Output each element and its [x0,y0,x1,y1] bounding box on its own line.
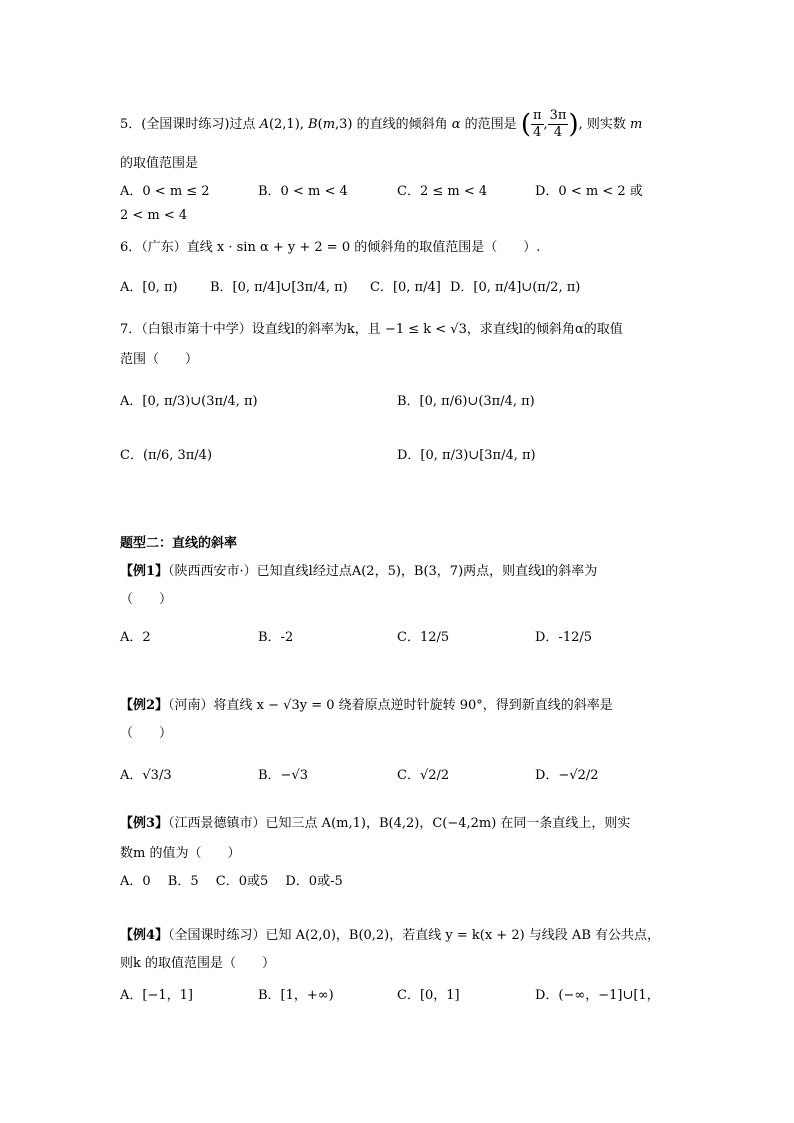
ex2-option-c: C．√2/2 [397,768,450,783]
ex4-option-d: D．(−∞，−1]∪[1， [535,988,660,1003]
q5-line2: 的取值范围是 [120,156,199,171]
q6-option-d: D．[0, π/4]∪(π/2, π) [450,280,581,295]
q7-option-b: B．[0, π/6)∪(3π/4, π) [397,394,535,409]
ex2-option-d: D．−√2/2 [535,768,599,783]
ex3-tag: 【例3】 [120,816,169,831]
q6-line1: 6．（广东）直线 x · sin α + y + 2 = 0 的倾斜角的取值范围是（ ）. [120,240,541,255]
ex2-paren: （ ） [120,726,173,741]
ex1-option-c: C．12/5 [397,630,450,645]
q5-option-a: A．0 < m ≤ 2 [120,184,210,199]
q7-line1: 7．（白银市第十中学）设直线l的斜率为k，且 −1 ≤ k < √3，求直线l的倾斜角α的取值 [120,322,623,337]
ex4-option-a: A．[−1，1] [120,988,193,1003]
q5-option-d: D．0 < m < 2 或 [535,184,643,199]
ex1-option-a: A．2 [120,630,151,645]
ex2-option-b: B．−√3 [258,768,309,783]
ex3-line2: 数m 的值为（ ） [120,846,241,861]
ex1-tag: 【例1】 [120,564,169,579]
ex2-text: （河南）将直线 x − √3y = 0 绕着原点逆时针旋转 90°，得到新直线的斜率是 [168,698,613,713]
ex1-text: （陕西西安市·）已知直线l经过点A(2，5)，B(3，7)两点，则直线l的斜率为 [168,564,598,579]
q5-option-d-cont: 2 < m < 4 [120,208,188,223]
ex2-line1 [120,694,613,713]
ex1-option-b: B．-2 [258,630,294,645]
q7-option-a: A．[0, π/3)∪(3π/4, π) [120,394,258,409]
ex1-paren: （ ） [120,592,173,607]
q6-option-b: B．[0, π/4]∪[3π/4, π) [210,280,348,295]
ex4-option-b: B．[1，+∞) [258,988,334,1003]
q7-line2: 范围（ ） [120,352,199,367]
q5-line1: 5．(全国课时练习)过点 A(2,1), B(m,3) 的直线的倾斜角 α 的范围是 ( $\frac{\pi}{4}$ , $\frac{3\pi}{4}$ ), 则实数 m [120,108,643,140]
q7-option-c: C．(π/6, 3π/4) [120,448,213,463]
ex4-text: （全国课时练习）已知 A(2,0)，B(0,2)，若直线 y = k(x + 2) 与线段 AB 有公共点， [168,928,661,943]
q6-option-c: C．[0, π/4] [370,280,441,295]
ex3-options: A．0 B．5 C．0或5 D．0或-5 [120,874,343,889]
ex4-option-c: C．[0，1] [397,988,460,1003]
ex3-text: （江西景德镇市）已知三点 A(m,1)，B(4,2)，C(−4,2m) 在同一条直线上，则实 [168,816,631,831]
q5-option-b: B．0 < m < 4 [258,184,348,199]
ex1-option-d: D．-12/5 [535,630,593,645]
ex1-line1 [120,560,597,579]
ex4-line1 [120,924,660,943]
q6-option-a: A．[0, π) [120,280,178,295]
ex2-option-a: A．√3/3 [120,768,172,783]
ex3-line1 [120,812,630,831]
ex2-tag: 【例2】 [120,698,169,713]
ex4-tag: 【例4】 [120,928,169,943]
ex4-line2: 则k 的取值范围是（ ） [120,956,276,971]
section-title: 题型二：直线的斜率 [120,536,238,551]
q5-option-c: C．2 ≤ m < 4 [397,184,488,199]
q7-option-d: D．[0, π/3)∪[3π/4, π) [397,448,536,463]
